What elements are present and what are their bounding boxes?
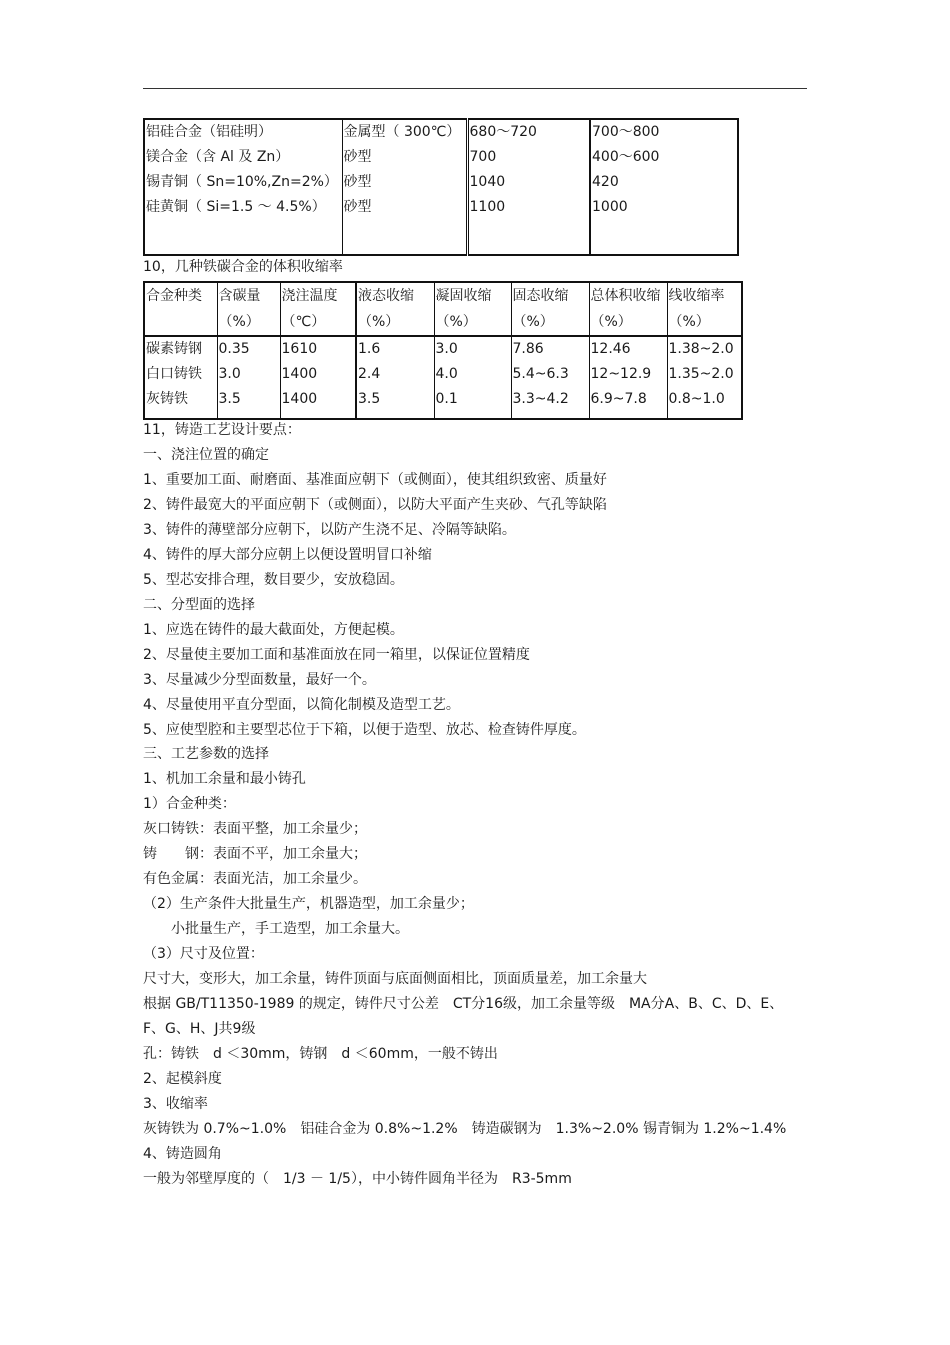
paragraph: （2）生产条件大批量生产，机器造型，加工余量少； [143,896,474,912]
table-cell: 镁合金（含 Al 及 Zn） [146,149,290,165]
section-heading: 11，铸造工艺设计要点： [143,422,301,438]
table-cell: 2.4 [356,362,434,387]
paragraph: 2、起模斜度 [143,1071,222,1087]
table-cell: 400～600 [590,145,738,170]
table-cell: 1.6 [356,336,434,362]
table-cell: 7.86 [511,336,589,362]
table-cell: 0.8~1.0 [667,387,742,419]
paragraph: 尺寸大，变形大，加工余量，铸件顶面与底面侧面相比，顶面质量差，加工余量大 [143,971,647,987]
table-row [144,145,738,170]
table-cell: 6.9~7.8 [589,387,667,419]
table-cell: 3.5 [356,387,434,419]
table-cell: 1.38~2.0 [667,336,742,362]
table-cell: 1000 [590,195,738,220]
table-cell: 硅黄铜（ Si=1.5 ～ 4.5%） [146,199,326,215]
paragraph: 一般为邻壁厚度的（ 1/3 － 1/5），中小铸件圆角半径为 R3-5mm [143,1171,572,1187]
paragraph: 根据 GB/T11350-1989 的规定，铸件尺寸公差 CT分16级，加工余量等级 MA分A、B、C、D、E、 [143,996,784,1012]
table-cell: 700 [467,145,590,170]
table-cell: 铝硅合金（铝硅明） [146,124,272,140]
header-rule [143,88,807,89]
paragraph: 孔：铸铁 d ＜30mm，铸钢 d ＜60mm，一般不铸出 [143,1046,498,1062]
table-cell: 1400 [280,362,356,387]
table-header-row [144,282,742,336]
table-cell: 5.4~6.3 [511,362,589,387]
column-header: 含碳量（%） [217,282,280,336]
paragraph: 灰铸铁为 0.7%~1.0% 铝硅合金为 0.8%~1.2% 铸造碳钢为 1.3%~2.0% 锡青铜为 1.2%~1.4% [143,1121,787,1137]
section-heading: 一、浇注位置的确定 [143,447,269,463]
section-heading: 三、工艺参数的选择 [143,746,269,762]
table-cell: 砂型 [342,195,467,220]
table-caption: 10，几种铁碳合金的体积收缩率 [143,259,343,275]
table-row [144,336,742,362]
paragraph: 有色金属：表面光洁，加工余量少。 [143,871,367,887]
paragraph: 2、铸件最宽大的平面应朝下（或侧面），以防大平面产生夹砂、气孔等缺陷 [143,497,607,513]
paragraph: 4、铸造圆角 [143,1146,222,1162]
table-cell: 1610 [280,336,356,362]
paragraph: （3）尺寸及位置： [143,946,264,962]
column-header: 合金种类 [144,282,217,336]
paragraph: 1、机加工余量和最小铸孔 [143,771,306,787]
paragraph: 2、尽量使主要加工面和基准面放在同一箱里，以保证位置精度 [143,647,530,663]
table-cell: 3.0 [434,336,511,362]
table-cell: 锡青铜（ Sn=10%,Zn=2%） [146,174,338,190]
table-cell: 1100 [467,195,590,220]
paragraph: 5、型芯安排合理，数目要少，安放稳固。 [143,572,404,588]
table-row [144,170,738,195]
table-cell: 12~12.9 [589,362,667,387]
column-header: 浇注温度（℃） [280,282,356,336]
table-cell: 0.35 [217,336,280,362]
table-row [144,119,738,145]
paragraph: 铸 钢：表面不平，加工余量大； [143,846,367,862]
table-row-empty [144,220,738,255]
column-header: 凝固收缩（%） [434,282,511,336]
paragraph: 3、尽量减少分型面数量，最好一个。 [143,672,376,688]
table-cell: 3.0 [217,362,280,387]
table-row [144,362,742,387]
paragraph: 4、铸件的厚大部分应朝上以便设置明冒口补缩 [143,547,432,563]
paragraph: 4、尽量使用平直分型面，以简化制模及造型工艺。 [143,697,460,713]
table-cell: 砂型 [342,170,467,195]
section-heading: 二、分型面的选择 [143,597,255,613]
table-cell: 灰铸铁 [146,391,188,407]
paragraph: 1、应选在铸件的最大截面处，方便起模。 [143,622,404,638]
table-cell: 680～720 [467,119,590,145]
table-cell: 1040 [467,170,590,195]
table-cell: 3.5 [217,387,280,419]
table-row [144,387,742,419]
table-cell: 420 [590,170,738,195]
table-cell: 0.1 [434,387,511,419]
column-header: 固态收缩（%） [511,282,589,336]
table-cell: 700～800 [590,119,738,145]
column-header: 总体积收缩（%） [589,282,667,336]
table-cell: 3.3~4.2 [511,387,589,419]
paragraph: 灰口铸铁：表面平整，加工余量少； [143,821,367,837]
paragraph: 3、收缩率 [143,1096,208,1112]
shrinkage-table [143,281,743,420]
table-cell: 金属型（ 300℃） [342,119,467,145]
column-header: 液态收缩（%） [356,282,434,336]
table-cell: 白口铸铁 [146,366,202,382]
paragraph: 小批量生产，手工造型，加工余量大。 [143,921,409,937]
paragraph: 1、重要加工面、耐磨面、基准面应朝下（或侧面），使其组织致密、质量好 [143,472,607,488]
table-cell: 碳素铸钢 [146,341,202,357]
paragraph: 3、铸件的薄壁部分应朝下，以防产生浇不足、冷隔等缺陷。 [143,522,516,538]
table-cell: 1.35~2.0 [667,362,742,387]
casting-temperature-table [143,118,739,256]
table-cell: 1400 [280,387,356,419]
paragraph: 5、应使型腔和主要型芯位于下箱，以便于造型、放芯、检查铸件厚度。 [143,722,586,738]
table-cell: 12.46 [589,336,667,362]
table-cell: 4.0 [434,362,511,387]
column-header: 线收缩率（%） [667,282,742,336]
table-cell: 砂型 [342,145,467,170]
paragraph: F、G、H、J共9级 [143,1021,256,1037]
paragraph: 1）合金种类： [143,796,236,812]
table-row [144,195,738,220]
